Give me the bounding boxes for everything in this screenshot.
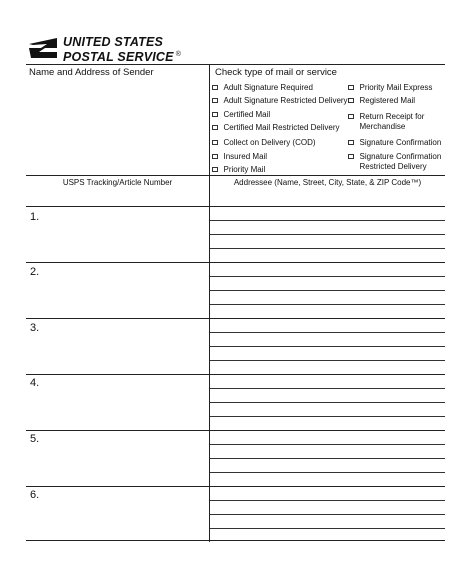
checkbox[interactable] (348, 154, 354, 160)
certificate-of-mailing-form (26, 64, 445, 541)
addressee-write-line[interactable] (210, 234, 445, 235)
checkbox[interactable] (212, 85, 218, 91)
addressee-write-line[interactable] (210, 248, 445, 249)
section-divider (26, 175, 445, 176)
checkbox[interactable] (212, 154, 218, 160)
option-adult-signature-required[interactable]: Adult Signature Required (212, 83, 313, 93)
addressee-write-line[interactable] (210, 472, 445, 473)
row-number: 2. (30, 266, 40, 278)
option-certified-mail[interactable]: Certified Mail (212, 110, 270, 120)
row-number: 1. (30, 211, 40, 223)
row-number: 4. (30, 377, 40, 389)
registered-mark: ® (175, 50, 182, 58)
option-insured-mail[interactable]: Insured Mail (212, 152, 267, 162)
checkbox[interactable] (212, 140, 218, 146)
addressee-write-line[interactable] (210, 360, 445, 361)
addressee-write-line[interactable] (210, 458, 445, 459)
row-divider (26, 262, 445, 263)
row-number: 3. (30, 322, 40, 334)
addressee-write-line[interactable] (210, 290, 445, 291)
addressee-write-line[interactable] (210, 444, 445, 445)
header-divider (26, 206, 445, 207)
addressee-write-line[interactable] (210, 346, 445, 347)
eagle-icon (27, 34, 59, 62)
checkbox[interactable] (348, 114, 354, 120)
option-registered-mail[interactable]: Registered Mail (348, 96, 415, 106)
checkbox[interactable] (348, 140, 354, 146)
row-divider (26, 374, 445, 375)
checkbox[interactable] (348, 98, 354, 104)
option-priority-mail-express[interactable]: Priority Mail Express (348, 83, 432, 93)
option-signature-confirmation-restricted[interactable]: Signature Confirmation Restricted Delivery (348, 152, 441, 171)
addressee-write-line[interactable] (210, 304, 445, 305)
option-return-receipt[interactable]: Return Receipt for Merchandise (348, 112, 424, 131)
brand-line-2: POSTAL SERVICE ® (63, 49, 182, 64)
row-number: 6. (30, 489, 40, 501)
sender-label: Name and Address of Sender (29, 67, 154, 78)
option-cod[interactable]: Collect on Delivery (COD) (212, 138, 316, 148)
option-adult-signature-restricted[interactable]: Adult Signature Restricted Delivery (212, 96, 348, 106)
row-divider (26, 430, 445, 431)
option-signature-confirmation[interactable]: Signature Confirmation (348, 138, 441, 148)
tracking-number-header: USPS Tracking/Article Number (62, 178, 173, 187)
addressee-write-line[interactable] (210, 388, 445, 389)
checkbox[interactable] (212, 98, 218, 104)
mail-type-title: Check type of mail or service (215, 67, 337, 78)
checkbox[interactable] (212, 112, 218, 118)
addressee-write-line[interactable] (210, 402, 445, 403)
checkbox[interactable] (212, 125, 218, 131)
checkbox[interactable] (348, 85, 354, 91)
addressee-write-line[interactable] (210, 332, 445, 333)
addressee-write-line[interactable] (210, 220, 445, 221)
option-certified-mail-restricted[interactable]: Certified Mail Restricted Delivery (212, 123, 340, 133)
usps-logo (27, 34, 181, 64)
addressee-write-line[interactable] (210, 500, 445, 501)
addressee-write-line[interactable] (210, 528, 445, 529)
option-priority-mail[interactable]: Priority Mail (212, 165, 265, 175)
addressee-header: Addressee (Name, Street, City, State, & ZIP Code™) (233, 178, 422, 187)
addressee-write-line[interactable] (210, 514, 445, 515)
brand-line-1: UNITED STATES (63, 35, 164, 49)
checkbox[interactable] (212, 167, 218, 173)
addressee-write-line[interactable] (210, 416, 445, 417)
row-number: 5. (30, 433, 40, 445)
row-divider (26, 318, 445, 319)
row-divider (26, 486, 445, 487)
addressee-write-line[interactable] (210, 276, 445, 277)
